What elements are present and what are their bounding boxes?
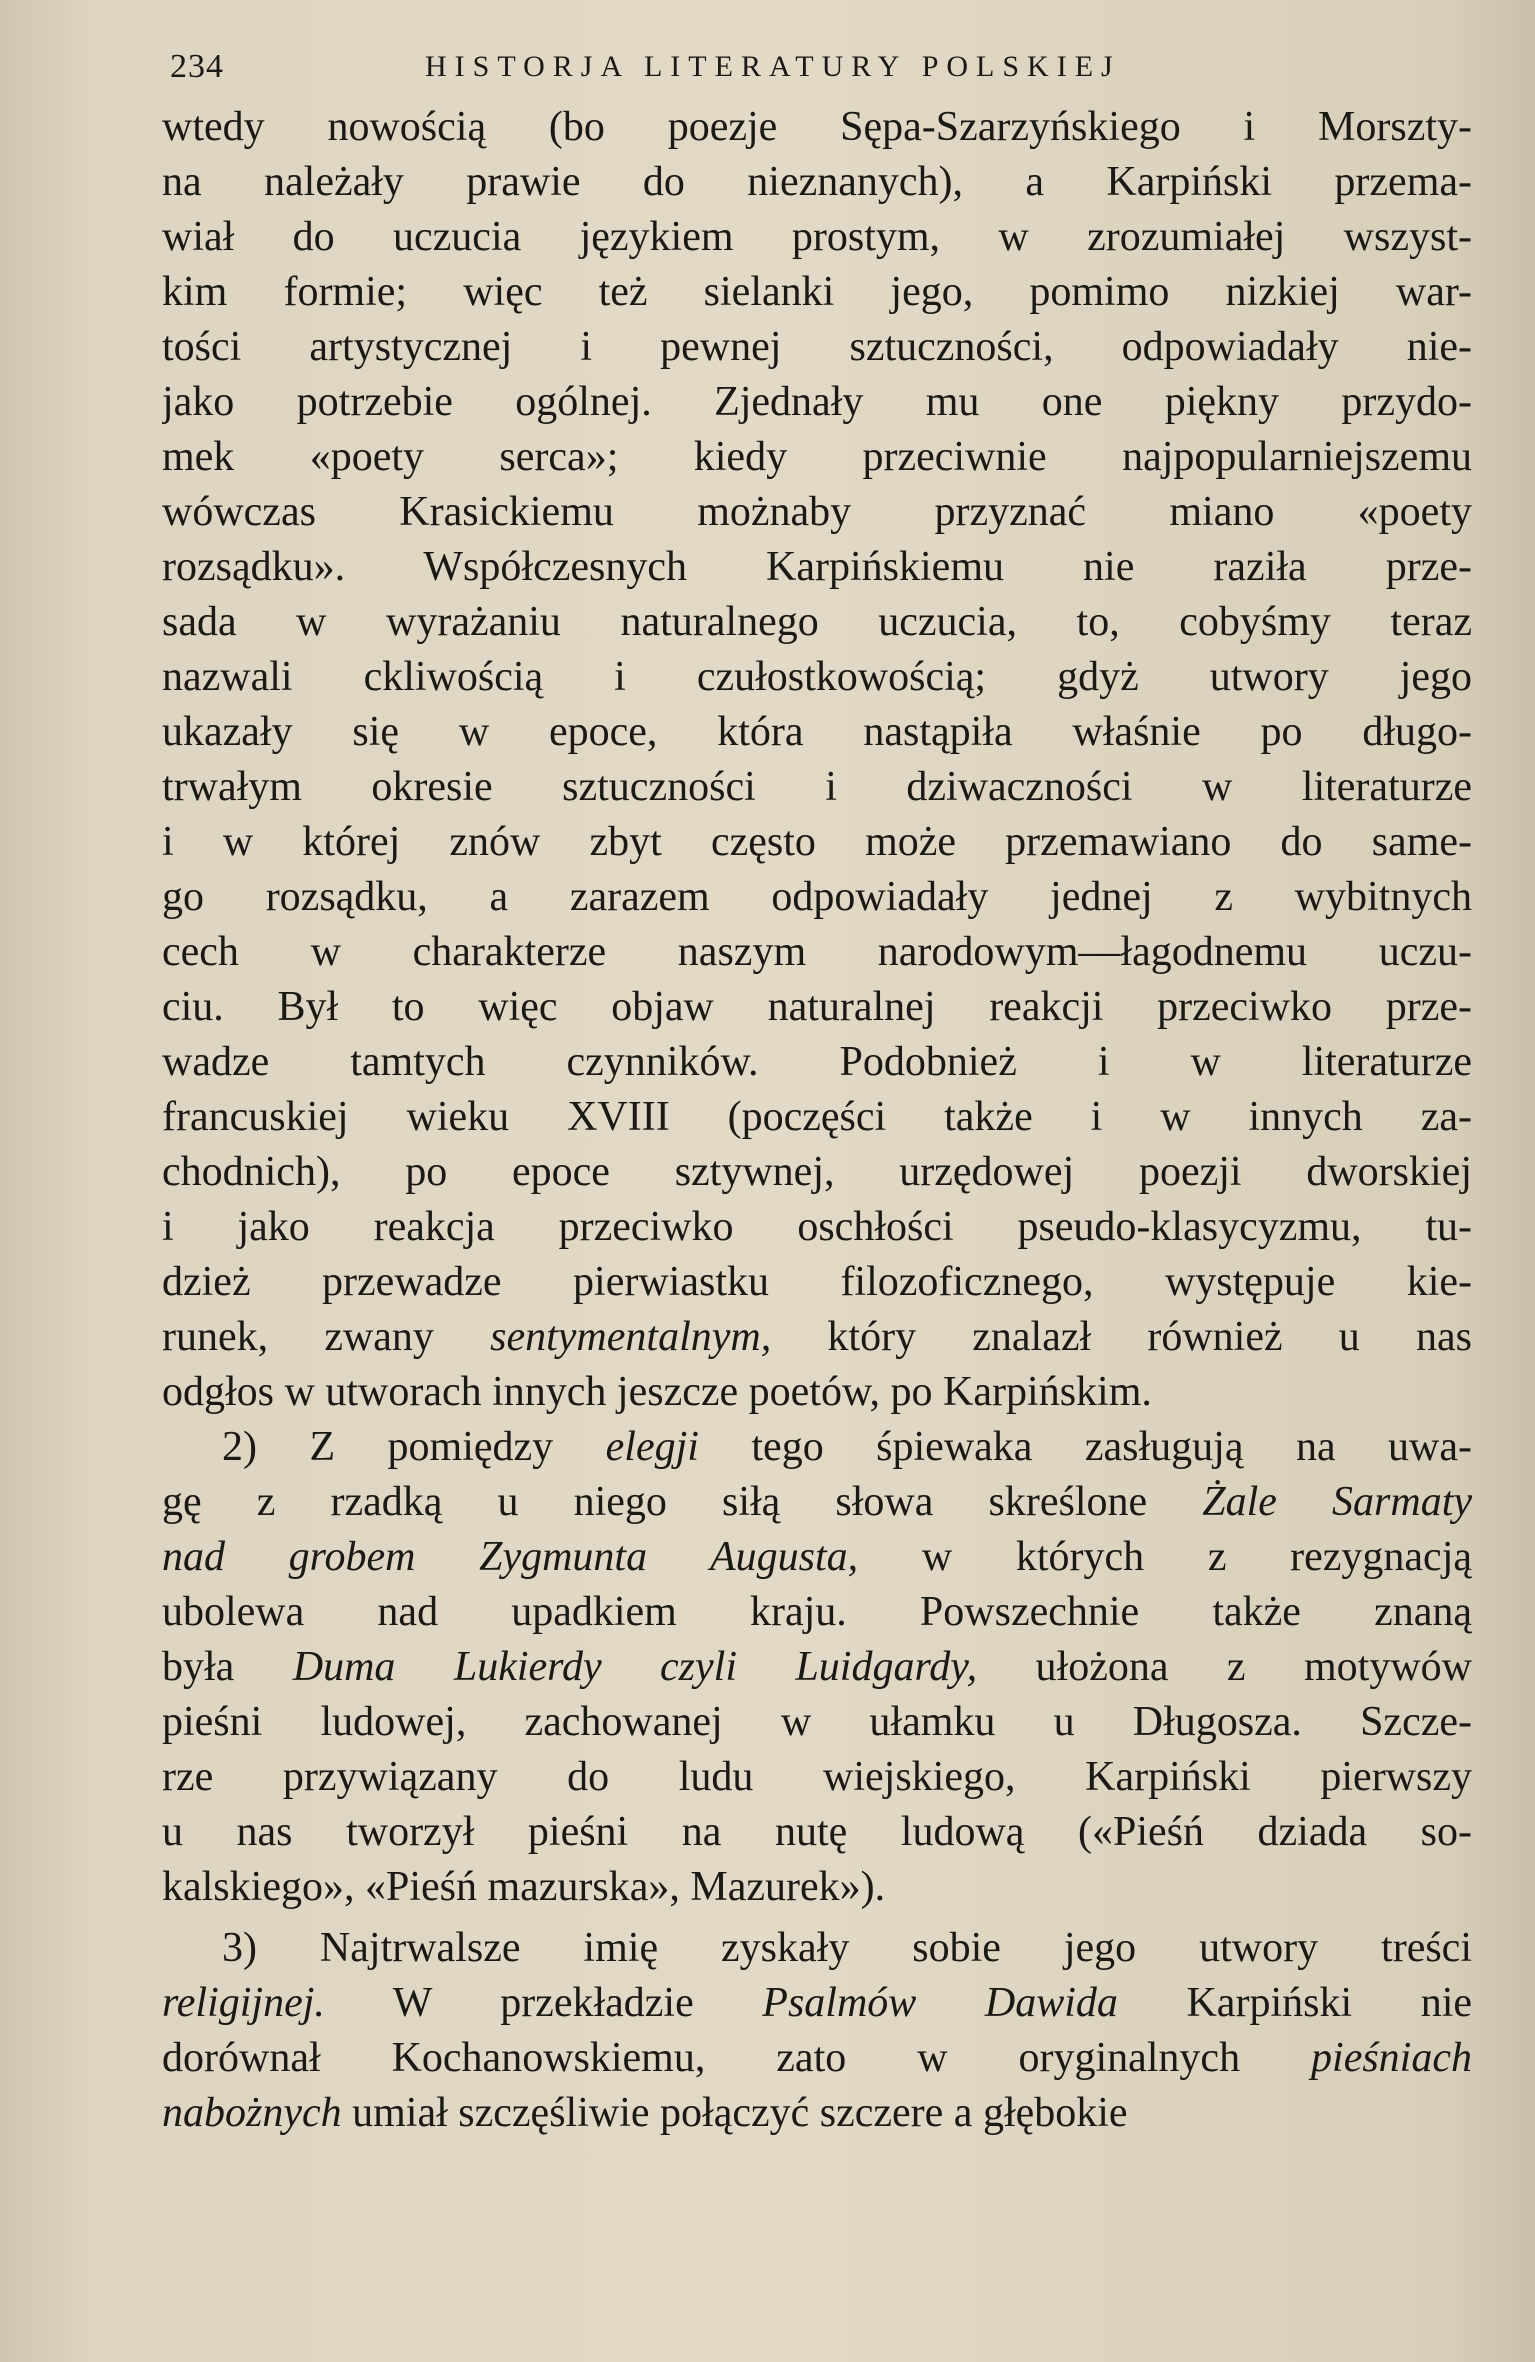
text-segment: gę z rzadką u niego siłą słowa skreślone (162, 1479, 1203, 1525)
text-segment: dorównał Kochanowskiemu, zato w oryginalnych (162, 2035, 1312, 2081)
text-line (162, 1475, 1472, 1530)
text-segment: wadze tamtych czynników. Podobnież i w literaturze (162, 1039, 1472, 1085)
text-segment: nazwali ckliwością i czułostkowością; gdyż utwory jego (162, 654, 1472, 700)
italic-text: Żale Sarmaty (1202, 1479, 1472, 1525)
text-segment: odgłos w utworach innych jeszcze poetów, po Karpińskim. (162, 1369, 1152, 1415)
text-line (162, 155, 1472, 210)
text-line (162, 595, 1472, 650)
text-line (162, 1585, 1472, 1640)
text-line (162, 320, 1472, 375)
text-segment: kalskiego», «Pieśń mazurska», Mazurek»). (162, 1864, 886, 1910)
text-line (162, 1921, 1472, 1976)
text-line (162, 210, 1472, 265)
text-line (162, 815, 1472, 870)
text-segment: Karpiński nie (1117, 1980, 1472, 2026)
text-line (162, 925, 1472, 980)
text-segment: wtedy nowością (bo poezje Sępa-Szarzyńskiego i Morszty- (162, 104, 1472, 150)
running-head: HISTORJA LITERATURY POLSKIEJ (425, 50, 1121, 83)
italic-text: religijnej. (162, 1980, 325, 2026)
text-segment: umiał szczęśliwie połączyć szczere a głębokie (341, 2090, 1128, 2136)
text-segment: mek «poety serca»; kiedy przeciwnie najpopularniejszemu (162, 434, 1472, 480)
text-segment: ukazały się w epoce, która nastąpiła właśnie po długo- (162, 709, 1472, 755)
text-segment: wówczas Krasickiemu możnaby przyznać miano «poety (162, 489, 1472, 535)
text-line (162, 1420, 1472, 1475)
text-line (162, 1640, 1472, 1695)
italic-text: nabożnych (162, 2090, 342, 2136)
text-segment: rze przywiązany do ludu wiejskiego, Karpiński pierwszy (162, 1754, 1472, 1800)
text-segment: sada w wyrażaniu naturalnego uczucia, to, cobyśmy teraz (162, 599, 1472, 645)
text-segment: pieśni ludowej, zachowanej w ułamku u Długosza. Szcze- (162, 1699, 1472, 1745)
text-segment: go rozsądku, a zarazem odpowiadały jednej z wybitnych (162, 874, 1472, 920)
text-segment: była (162, 1644, 293, 1690)
text-segment: rozsądku». Współczesnych Karpińskiemu nie raziła prze- (162, 544, 1472, 590)
text-segment: który znalazł również u nas (771, 1314, 1472, 1360)
text-line (162, 1365, 1472, 1420)
text-line (162, 650, 1472, 705)
text-segment: ubolewa nad upadkiem kraju. Powszechnie także znaną (162, 1589, 1472, 1635)
text-segment: i w której znów zbyt często może przemawiano do same- (162, 819, 1472, 865)
text-segment: trwałym okresie sztuczności i dziwaczności w literaturze (162, 764, 1472, 810)
text-segment: chodnich), po epoce sztywnej, urzędowej poezji dworskiej (162, 1149, 1472, 1195)
text-segment: i jako reakcja przeciwko oschłości pseudo-klasycyzmu, tu- (162, 1204, 1472, 1250)
text-line (162, 870, 1472, 925)
text-line (162, 540, 1472, 595)
text-line (162, 980, 1472, 1035)
text-line (162, 1310, 1472, 1365)
text-segment: ułożona z motywów (977, 1644, 1472, 1690)
text-line (162, 100, 1472, 155)
text-line (162, 1200, 1472, 1255)
text-segment: runek, zwany (162, 1314, 491, 1360)
text-segment: dzież przewadze pierwiastku filozoficznego, występuje kie- (162, 1259, 1472, 1305)
text-line (162, 1255, 1472, 1310)
text-segment: tego śpiewaka zasługują na uwa- (698, 1424, 1472, 1470)
text-segment: kim formie; więc też sielanki jego, pomimo nizkiej war- (162, 269, 1472, 315)
italic-text: pieśniach (1311, 2035, 1472, 2081)
text-segment: na należały prawie do nieznanych), a Karpiński przema- (162, 159, 1472, 205)
text-line (162, 265, 1472, 320)
text-line (162, 2031, 1472, 2086)
text-line (162, 1530, 1472, 1585)
body-text (162, 100, 1472, 2141)
text-segment: tości artystycznej i pewnej sztuczności, odpowiadały nie- (162, 324, 1472, 370)
text-segment: francuskiej wieku XVIII (poczęści także i w innych za- (162, 1094, 1472, 1140)
text-line (162, 760, 1472, 815)
text-line (162, 1090, 1472, 1145)
text-segment: u nas tworzył pieśni na nutę ludową («Pieśń dziada so- (162, 1809, 1472, 1855)
page-number: 234 (170, 48, 224, 85)
text-line (162, 485, 1472, 540)
text-segment: cech w charakterze naszym narodowym—łagodnemu uczu- (162, 929, 1472, 975)
text-line (162, 705, 1472, 760)
text-line (162, 1750, 1472, 1805)
text-segment: ciu. Był to więc objaw naturalnej reakcji przeciwko prze- (162, 984, 1472, 1030)
text-line (162, 1695, 1472, 1750)
italic-text: Psalmów Dawida (762, 1980, 1118, 2026)
text-line (162, 430, 1472, 485)
text-line (162, 375, 1472, 430)
text-line (162, 1805, 1472, 1860)
italic-text: elegji (605, 1424, 699, 1470)
text-line (162, 1145, 1472, 1200)
text-segment: jako potrzebie ogólnej. Zjednały mu one piękny przydo- (162, 379, 1472, 425)
text-line (162, 1860, 1472, 1915)
text-segment: w których z rezygnacją (858, 1534, 1472, 1580)
italic-text: sentymentalnym, (490, 1314, 772, 1360)
text-line (162, 1976, 1472, 2031)
text-line (162, 2086, 1472, 2141)
text-segment: 3) Najtrwalsze imię zyskały sobie jego utwory treści (222, 1925, 1472, 1971)
page-header (170, 36, 1470, 96)
italic-text: nad grobem Zygmunta Augusta, (162, 1534, 859, 1580)
text-segment: 2) Z pomiędzy (222, 1424, 606, 1470)
italic-text: Duma Lukierdy czyli Luidgardy, (292, 1644, 978, 1690)
text-line (162, 1035, 1472, 1090)
text-segment: W przekładzie (324, 1980, 763, 2026)
text-segment: wiał do uczucia językiem prostym, w zrozumiałej wszyst- (162, 214, 1472, 260)
